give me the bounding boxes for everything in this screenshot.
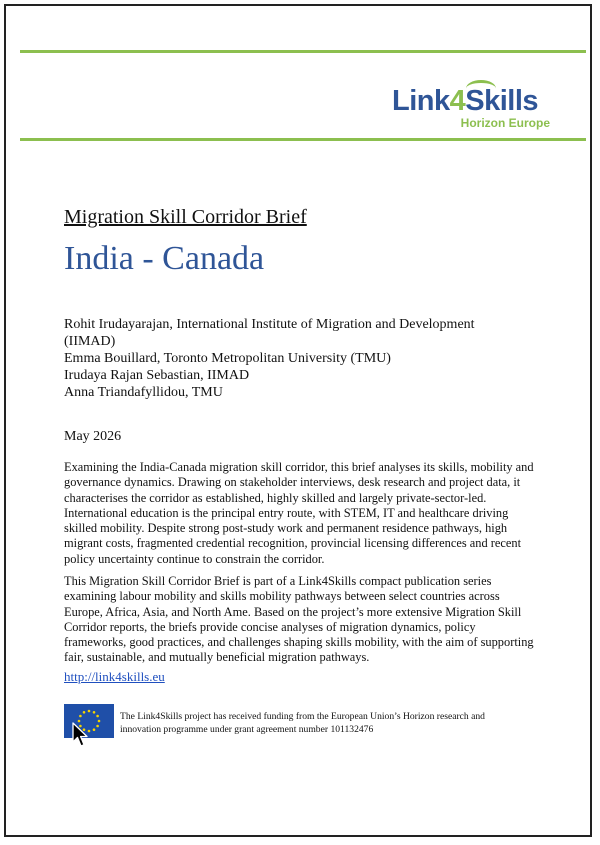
publication-date: May 2026 (64, 429, 122, 444)
bottom-green-rule (20, 138, 586, 141)
link4skills-logo (392, 86, 572, 132)
logo-subtitle: Horizon Europe (460, 116, 550, 130)
author-line: Anna Triandafyllidou, TMU (64, 385, 223, 400)
logo-wordmark: Link4Skills (392, 85, 539, 117)
series-description-paragraph: This Migration Skill Corridor Brief is part of a Link4Skills compact publication series examining labour mobility and skills mobility pathways between select countries across Europe, Africa, Asia, and North Ame. Based on the project’s more extensive Migration Skill Corridor reports, the briefs provide concise analyses of migration dynamics, policy frameworks, good practices, and challenges shaping skills mobility, with the aim of supporting fair, sustainable, and mutually beneficial migration pathways. (64, 574, 534, 665)
mouse-pointer-icon (72, 722, 90, 753)
author-line: Emma Bouillard, Toronto Metropolitan University (TMU) (64, 351, 391, 366)
abstract-paragraph: Examining the India-Canada migration skill corridor, this brief analyses its skills, mobility and governance dynamics. Drawing on stakeholder interviews, desk research and project data, it characterises the corridor as established, highly skilled and largely private-sector-led. International education is the principal entry route, with STEM, IT and healthcare driving skilled mobility. Despite strong post-study work and permanent residence pathways, high migrant costs, fragmented credential recognition, provincial licensing differences and recent policy uncertainty continue to constrain the corridor. (64, 460, 534, 566)
page-title: India - Canada (64, 240, 265, 277)
author-list (64, 316, 504, 401)
series-title: Migration Skill Corridor Brief (64, 206, 307, 228)
author-line: Irudaya Rajan Sebastian, IIMAD (64, 368, 250, 383)
funding-acknowledgement: The Link4Skills project has received funding from the European Union’s Horizon research and innovation programme under grant agreement number 101132476 (120, 711, 485, 735)
author-line: Rohit Irudayarajan, International Institute of Migration and Development (IIMAD) (64, 317, 475, 349)
project-website-link[interactable]: http://link4skills.eu (64, 669, 165, 684)
top-green-rule (20, 50, 586, 53)
